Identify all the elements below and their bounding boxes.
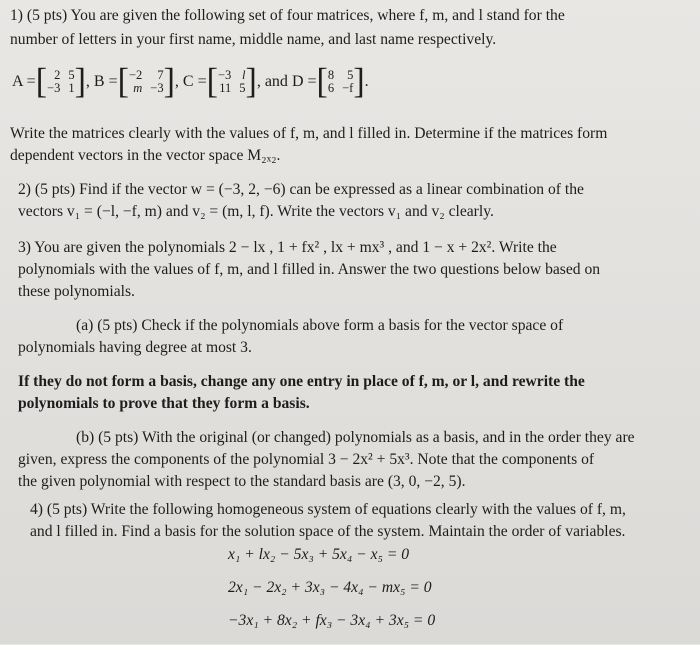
q3a-line-1: (a) (5 pts) Check if the polynomials above form a basis for the vector space of [76, 317, 564, 334]
q1-line-2: number of letters in your first name, middle name, and last name respectively. [10, 31, 497, 48]
matrix-d: D = [ 8 5 6 −f ] . [291, 62, 369, 101]
q4-line-1: 4) (5 pts) Write the following homogeneous system of equations clearly with the values of f, m, [30, 501, 626, 518]
matrix-a-label: A = [12, 73, 36, 90]
q3-line-1: 3) You are given the polynomials 2 − lx , 1 + fx² , lx + mx³ , and 1 − x + 2x². Write the [18, 239, 557, 256]
matrix-separator: , [85, 73, 90, 90]
matrix-cell: m [133, 81, 143, 95]
matrix-cell: l [242, 68, 246, 82]
equation-3: −3x₁ + 8x₂ + fx₃ − 3x₄ + 3x₅ = 0 [228, 612, 436, 629]
matrix-cell: 2 [54, 68, 61, 82]
matrix-cell: −2 [128, 68, 143, 82]
matrix-d-label: D = [291, 73, 317, 90]
matrix-cell: −3 [150, 81, 164, 95]
matrix-cell: 11 [219, 81, 232, 95]
matrix-cell: 5 [239, 81, 246, 95]
q3-line-3: these polynomials. [18, 283, 135, 300]
matrix-cell: 5 [347, 68, 354, 82]
matrix-row [10, 64, 371, 100]
q1-line-3: Write the matrices clearly with the values of f, m, and l filled in. Determine if the matrices form [10, 125, 608, 142]
equation-2: 2x₁ − 2x₂ + 3x₃ − 4x₄ − mx₅ = 0 [228, 579, 432, 596]
q3b-line-3: the given polynomial with respect to the standard basis are (3, 0, −2, 5). [18, 473, 466, 490]
matrix-cell: 1 [68, 81, 75, 95]
q3-line-2: polynomials with the values of f, m, and l filled in. Answer the two questions below based on [18, 261, 601, 278]
q3a-line-2: polynomials having degree at most 3. [18, 339, 252, 356]
q4-line-2: and l filled in. Find a basis for the solution space of the system. Maintain the order of variables. [30, 523, 626, 540]
matrix-c-label: C = [182, 73, 207, 90]
matrix-a: A = [ 2 5 −3 1 ] , [12, 62, 90, 101]
equation-system [228, 546, 435, 645]
equation-1: x₁ + lx₂ − 5x₃ + 5x₄ − x₅ = 0 [228, 546, 410, 563]
q3-bold-line-2: polynomials to prove that they form a basis. [18, 395, 310, 412]
q1-line-1: 1) (5 pts) You are given the following set of four matrices, where f, m, and l stand for the [10, 7, 565, 24]
q3-bold-line-1: If they do not form a basis, change any one entry in place of f, m, or l, and rewrite the [18, 373, 585, 390]
q2-line-1: 2) (5 pts) Find if the vector w = (−3, 2, −6) can be expressed as a linear combination of the [18, 181, 584, 198]
q3b-line-1: (b) (5 pts) With the original (or changed) polynomials as a basis, and in the order they are [76, 429, 635, 446]
matrix-cell: −3 [217, 68, 232, 82]
matrix-cell: 8 [327, 68, 335, 82]
q3b-line-2: given, express the components of the polynomial 3 − 2x² + 5x³. Note that the components of [18, 451, 595, 468]
matrix-separator: , and [256, 73, 288, 90]
q2-line-2: vectors v₁ = (−l, −f, m) and v₂ = (m, l, f). Write the vectors v₁ and v₂ clearly. [18, 203, 494, 220]
matrix-cell: −3 [47, 81, 61, 95]
matrix-separator: , [174, 73, 179, 90]
matrix-b-label: B = [93, 73, 118, 90]
matrix-cell: −f [342, 81, 354, 95]
matrix-cell: 6 [327, 81, 335, 95]
matrix-separator: . [364, 73, 369, 90]
matrix-cell: 7 [157, 68, 164, 82]
matrix-c: C = [ −3 l 11 5 ] , and [182, 62, 288, 101]
q1-line-4: dependent vectors in the vector space M₂ₓ₂. [10, 147, 281, 164]
matrix-cell: 5 [68, 68, 75, 82]
matrix-b: B = [ −2 7 m −3 ] , [93, 62, 179, 101]
